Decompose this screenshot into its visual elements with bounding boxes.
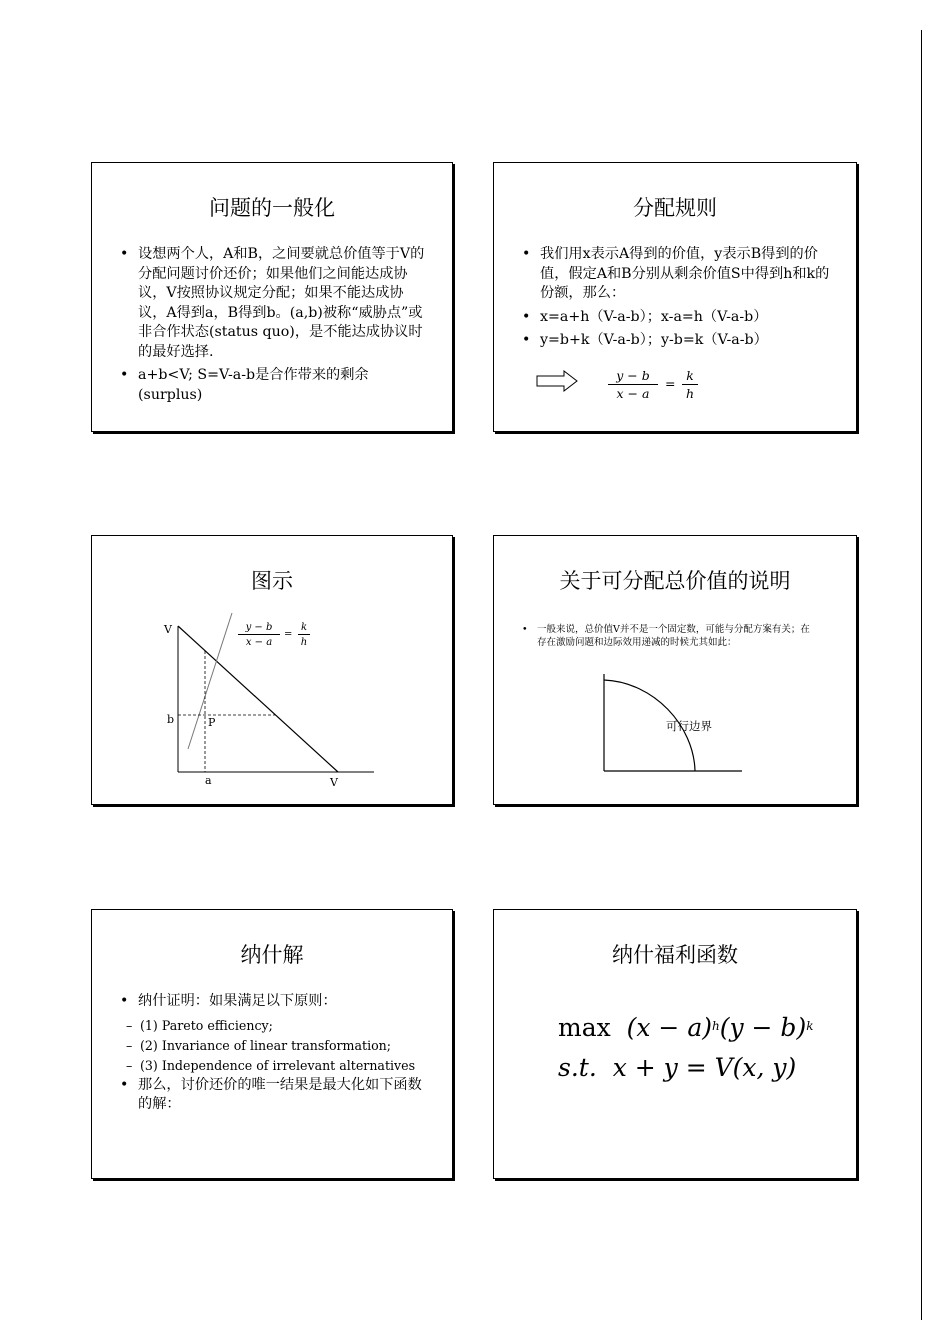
sub-bullet-item: – (2) Invariance of linear transformation; (120, 1036, 426, 1055)
slide-total-value-note (493, 535, 857, 805)
bargaining-diagram (92, 536, 454, 806)
bullet-item: • 纳什证明：如果满足以下原则： (120, 992, 426, 1012)
equals-sign: = (284, 629, 293, 640)
fraction-lhs (238, 622, 280, 651)
fraction-denominator: x − a (616, 386, 650, 401)
point-p-label: P (208, 716, 216, 729)
x-axis-label: V (330, 776, 338, 789)
bullet-item: • 一般来说，总价值V并不是一个固定数，可能与分配方案有关；在存在激励问题和边际效用递减的时候尤其如此： (522, 623, 816, 649)
fraction-lhs (608, 367, 658, 402)
slide-illustration (91, 535, 453, 805)
constraint-formula (558, 1051, 796, 1085)
sub-bullet-item: – (1) Pareto efficiency; (120, 1016, 426, 1035)
fraction-denominator: h (685, 386, 695, 401)
fraction-denominator: h (300, 637, 308, 648)
max-operator: max (558, 1013, 611, 1042)
bullet-list (522, 245, 830, 355)
fraction-numerator: k (686, 368, 694, 383)
bullet-item: • 设想两个人，A和B，之间要就总价值等于V的分配问题讨价还价；如果他们之间能达成协议，V按照协议规定分配；如果不能达成协议，A得到a，B得到b。(a,b)被称“威胁点”或非合作状态(status quo)，是不能达成协议时的最好选择. (120, 245, 426, 362)
slide-title: 问题的一般化 (209, 196, 335, 220)
constraint-body: x + y = V(x, y) (612, 1053, 797, 1082)
bullet-list (120, 245, 426, 409)
bullet-item: • 那么，讨价还价的唯一结果是最大化如下函数的解： (120, 1076, 426, 1115)
bullet-item: • a+b<V; S=V-a-b是合作带来的剩余(surplus) (120, 366, 426, 405)
bullet-list (120, 992, 426, 1119)
slide-title: 关于可分配总价值的说明 (559, 569, 791, 593)
fraction-numerator: y − b (245, 622, 273, 633)
slide-title: 纳什福利函数 (612, 943, 738, 967)
factor-b: (y − b) (719, 1013, 807, 1042)
a-label: a (205, 774, 212, 787)
slide-problem-generalization (91, 162, 453, 432)
factor-a: (x − a) (626, 1013, 712, 1042)
curve-label: 可行边界 (666, 719, 712, 733)
fraction-numerator: y − b (616, 368, 650, 383)
slide-title: 纳什解 (240, 943, 304, 967)
slide-nash-welfare-function (493, 909, 857, 1179)
arrow-right-icon (536, 370, 578, 392)
sub-bullet-item: – (3) Independence of irrelevant alternatives (120, 1056, 426, 1075)
slide-nash-solution (91, 909, 453, 1179)
exponent-k: k (806, 1019, 814, 1033)
bullet-item: • 我们用x表示A得到的价值，y表示B得到的价值，假定A和B分别从剩余价值S中得到h和k的份额，那么： (522, 245, 830, 304)
slide-allocation-rule (493, 162, 857, 432)
objective-formula (558, 1009, 813, 1045)
b-label: b (167, 713, 175, 726)
fraction-numerator: k (300, 622, 308, 633)
page-edge-line (921, 30, 922, 1320)
equals-sign: = (665, 376, 676, 391)
y-axis-label: V (164, 623, 172, 636)
slide-title: 分配规则 (633, 196, 717, 220)
feasible-frontier-diagram (494, 536, 858, 806)
bullet-item: • y=b+k（V-a-b）；y-b=k（V-a-b） (522, 331, 830, 351)
fraction-denominator: x − a (245, 637, 273, 648)
bullet-item: • x=a+h（V-a-b）；x-a=h（V-a-b） (522, 308, 830, 328)
fraction-rhs (682, 367, 698, 402)
exponent-h: h (711, 1019, 720, 1033)
subject-to-label: s.t. (558, 1053, 597, 1082)
fraction-rhs (298, 622, 310, 651)
slide-title: 图示 (251, 569, 293, 593)
